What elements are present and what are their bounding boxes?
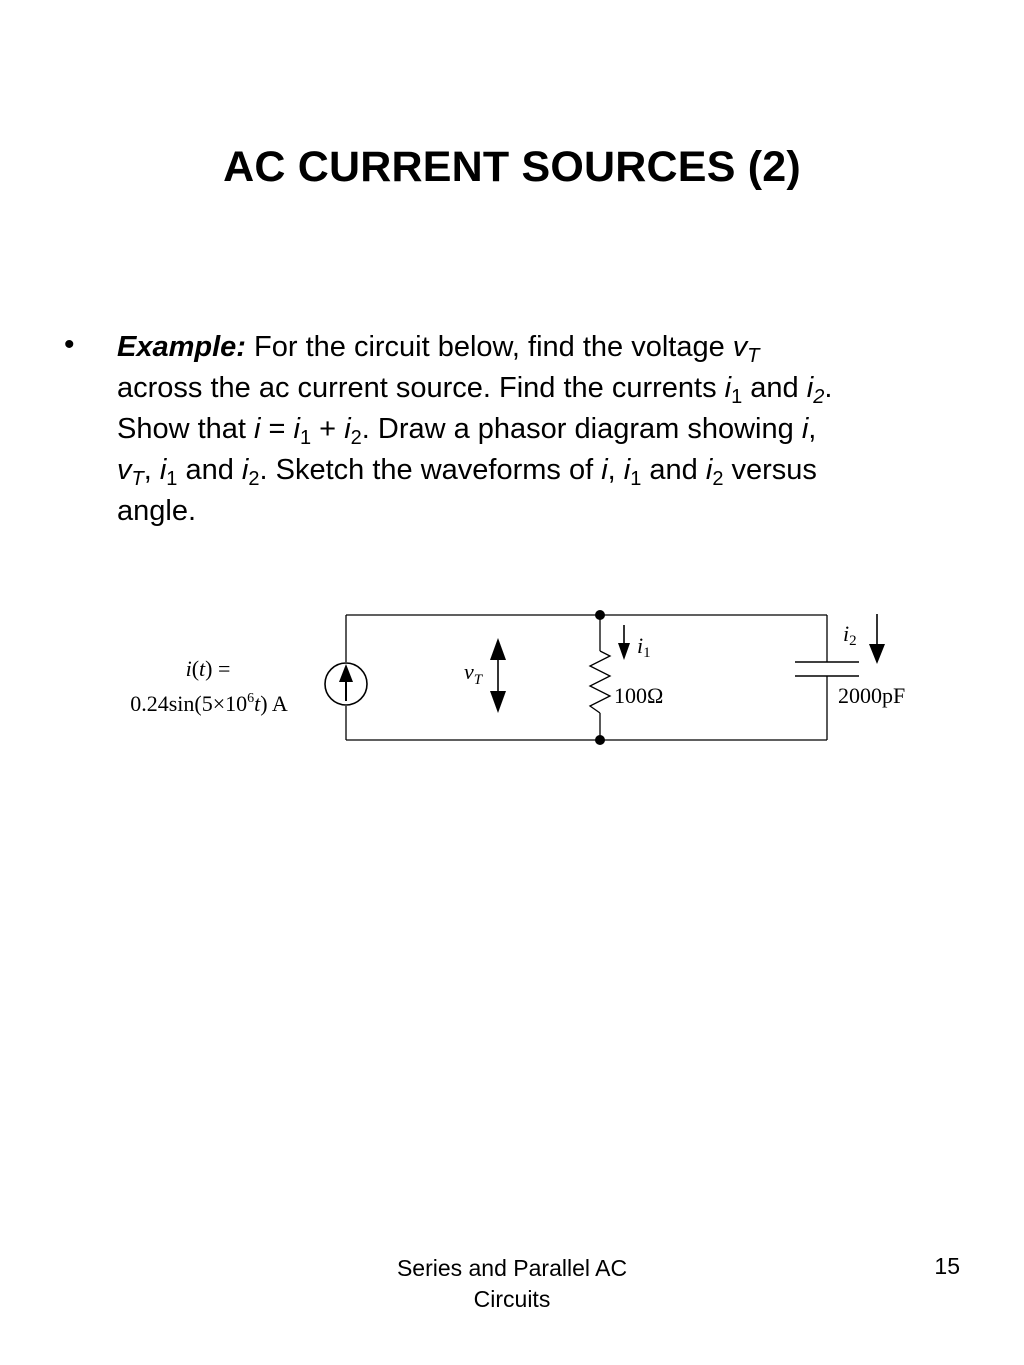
var-i: i [241, 454, 249, 486]
footer-line2: Circuits [473, 1286, 551, 1312]
junction-dot-top [595, 610, 605, 620]
text-p3: . Draw a phasor diagram showing [361, 413, 802, 445]
sub-2: 2 [712, 468, 724, 490]
var-i: i [806, 372, 814, 404]
i2-label: i2 [843, 621, 857, 649]
text-plus: + [311, 413, 345, 445]
text-and: and [641, 454, 706, 486]
footer-title [362, 1253, 662, 1315]
var-i: i [293, 413, 300, 445]
vt-label: $v_T$ [464, 659, 483, 688]
var-v: v [732, 331, 748, 363]
resistor-label: 100Ω [614, 683, 664, 708]
resistor-icon [590, 651, 610, 713]
var-i: i [724, 372, 732, 404]
sub-2: 2 [350, 427, 362, 449]
example-label: Example: [117, 331, 246, 363]
text-p1: For the circuit below, find the voltage [245, 331, 733, 363]
text-period: . [824, 372, 833, 404]
text-eq: = [260, 413, 294, 445]
bullet-marker: • [64, 328, 75, 361]
sub-T: T [747, 345, 760, 367]
text-angle: angle. [117, 495, 197, 527]
junction-dot-bottom [595, 735, 605, 745]
var-i: i [159, 454, 167, 486]
text-and: and [742, 372, 807, 404]
i1-label: i1 [637, 633, 651, 661]
sub-T: T [131, 468, 144, 490]
capacitor-label: 2000pF [838, 683, 906, 708]
source-arrow-head-icon [339, 664, 353, 682]
vt-arrow-down-icon [490, 691, 506, 713]
text-comma: , [143, 454, 160, 486]
var-i: i [623, 454, 631, 486]
slide-title: AC CURRENT SOURCES (2) [223, 143, 801, 191]
var-v: v [117, 454, 132, 486]
vt-arrow-up-icon [490, 638, 506, 660]
source-label-line2: $0.24\sin(5\times 10^6t)$ A [130, 691, 288, 716]
sub-1: 1 [630, 468, 642, 490]
sub-1: 1 [166, 468, 178, 490]
var-i: i [344, 413, 351, 445]
sub-2: 2 [248, 468, 260, 490]
text-and: and [177, 454, 242, 486]
var-i: i [601, 454, 608, 486]
var-i: i [801, 413, 809, 445]
var-i: i [254, 413, 261, 445]
sub-1: 1 [300, 427, 312, 449]
text-comma: , [607, 454, 624, 486]
sub-2: 2 [813, 386, 825, 408]
text-show-that: Show that [117, 413, 255, 445]
sub-1: 1 [731, 386, 743, 408]
text-p4: . Sketch the waveforms of [259, 454, 602, 486]
var-i: i [705, 454, 713, 486]
text-versus: versus [723, 454, 817, 486]
text-comma: , [808, 413, 817, 445]
page-number: 15 [934, 1253, 960, 1279]
i1-arrow-icon [618, 643, 630, 660]
source-label-line1: i(t) = [185, 656, 231, 681]
footer-line1: Series and Parallel AC [396, 1255, 628, 1281]
text-p2: across the ac current source. Find the currents [117, 372, 725, 404]
i2-arrow-icon [869, 644, 885, 664]
